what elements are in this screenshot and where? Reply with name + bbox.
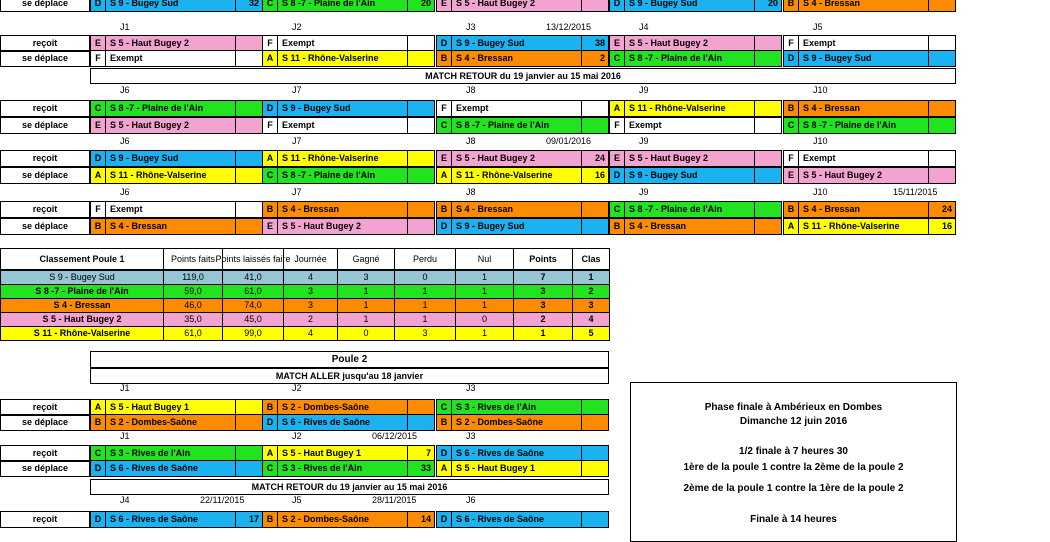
poule2-team-letter: D	[436, 511, 452, 528]
poule1-journee-label: J3	[466, 22, 476, 32]
poule1-journee-label: J7	[292, 85, 302, 95]
poule2-journee-date: 28/11/2015	[372, 495, 417, 505]
ranking-team: S 8 -7 - Plaine de l'Ain	[0, 284, 164, 299]
poule2-team-score	[407, 414, 435, 431]
poule1-team-score	[235, 117, 263, 134]
ranking-pf: 59,0	[163, 284, 223, 299]
poule1-journee-label: J6	[120, 187, 130, 197]
poule2-team-letter: A	[262, 445, 278, 462]
poule1-team-letter: D	[90, 0, 106, 12]
poule1-team-score: 2	[581, 50, 609, 67]
poule1-team-score	[407, 218, 435, 235]
poule2-team-name: S 2 - Dombes-Saône	[105, 414, 236, 431]
ranking-g: 1	[337, 284, 395, 299]
poule1-team-name: Exempt	[451, 100, 582, 117]
ranking-header: Points faits	[163, 248, 223, 270]
poule1-row-label: se déplace	[0, 50, 90, 67]
poule1-team-name: S 9 - Bugey Sud	[105, 150, 236, 167]
poule1-team-letter: D	[436, 35, 452, 52]
poule1-journee-label: J2	[292, 22, 302, 32]
poule1-team-score	[235, 201, 263, 218]
ranking-header: Nul	[455, 248, 514, 270]
poule1-team-score	[754, 117, 782, 134]
poule1-team-name: S 4 - Bressan	[798, 100, 929, 117]
final-time: Finale à 14 heures	[750, 514, 837, 525]
poule1-team-score	[754, 167, 782, 184]
poule1-team-letter: C	[262, 167, 278, 184]
poule1-team-letter: E	[436, 150, 452, 167]
poule1-journee-label: J6	[120, 85, 130, 95]
poule1-team-score	[407, 100, 435, 117]
poule1-team-score	[928, 167, 956, 184]
poule1-team-letter: A	[262, 150, 278, 167]
poule1-team-letter: F	[436, 100, 452, 117]
poule1-journee-date: 13/12/2015	[546, 22, 592, 32]
ranking-pf: 119,0	[163, 270, 223, 285]
poule1-team-score	[235, 150, 263, 167]
poule2-team-name: S 6 - Rives de Saône	[105, 460, 236, 477]
poule1-team-letter: C	[262, 0, 278, 12]
ranking-n: 1	[455, 284, 514, 299]
poule2-journee-label: J1	[120, 431, 130, 441]
ranking-header: Gagné	[337, 248, 395, 270]
ranking-p: 1	[394, 298, 456, 313]
ranking-clas: 1	[572, 270, 610, 285]
poule2-team-name: S 5 - Haut Bugey 1	[451, 460, 582, 477]
poule2-team-score	[581, 511, 609, 528]
poule1-team-name: S 9 - Bugey Sud	[798, 50, 929, 67]
poule2-team-name: S 2 - Dombes-Saône	[277, 511, 408, 528]
poule2-row-label: reçoit	[0, 445, 90, 462]
poule1-team-score	[235, 100, 263, 117]
poule2-team-score: 7	[407, 445, 435, 462]
ranking-j: 3	[283, 298, 338, 313]
poule1-team-score	[754, 50, 782, 67]
poule1-team-letter: F	[609, 117, 625, 134]
poule1-team-score: 20	[407, 0, 435, 12]
poule1-journee-label: J10	[813, 136, 828, 146]
poule2-journee-label: J1	[120, 383, 130, 393]
poule2-team-score: 17	[235, 511, 263, 528]
poule1-row-label: se déplace	[0, 167, 90, 184]
poule2-team-name: S 2 - Dombes-Saône	[277, 399, 408, 416]
poule1-journee-label: J8	[466, 85, 476, 95]
poule1-row-label: reçoit	[0, 201, 90, 218]
poule1-journee-label: J8	[466, 136, 476, 146]
ranking-n: 1	[455, 298, 514, 313]
poule1-team-score	[754, 201, 782, 218]
poule1-team-letter: B	[783, 100, 799, 117]
ranking-header: Perdu	[394, 248, 456, 270]
ranking-clas: 3	[572, 298, 610, 313]
poule1-team-letter: D	[609, 0, 625, 12]
ranking-plf: 41,0	[222, 270, 284, 285]
poule1-team-name: Exempt	[798, 35, 929, 52]
poule1-team-name: S 4 - Bressan	[624, 218, 755, 235]
poule1-team-name: S 5 - Haut Bugey 2	[277, 218, 408, 235]
poule2-row-label: reçoit	[0, 511, 90, 528]
poule1-row-label: reçoit	[0, 100, 90, 117]
poule1-team-score: 20	[754, 0, 782, 12]
poule1-team-name: S 8 -7 - Plaine de l'Ain	[624, 201, 755, 218]
poule2-team-score	[235, 460, 263, 477]
poule1-row-label: reçoit	[0, 150, 90, 167]
poule2-team-name: S 5 - Haut Bugey 1	[105, 399, 236, 416]
poule1-team-letter: B	[783, 0, 799, 12]
poule2-team-score	[581, 460, 609, 477]
poule2-team-score: 14	[407, 511, 435, 528]
poule1-team-letter: C	[609, 50, 625, 67]
poule1-team-name: S 9 - Bugey Sud	[624, 0, 755, 12]
poule1-journee-label: J8	[466, 187, 476, 197]
poule1-team-name: S 11 - Rhône-Valserine	[105, 167, 236, 184]
poule1-row-label: se déplace	[0, 117, 90, 134]
poule1-team-letter: F	[90, 201, 106, 218]
poule2-team-name: S 3 - Rives de l'Ain	[105, 445, 236, 462]
poule1-team-score	[581, 218, 609, 235]
ranking-header: Points	[513, 248, 573, 270]
ranking-n: 0	[455, 312, 514, 327]
poule2-journee-label: J4	[120, 495, 130, 505]
ranking-g: 3	[337, 270, 395, 285]
final-venue: Phase finale à Ambérieux en Dombes	[704, 402, 883, 413]
ranking-p: 3	[394, 326, 456, 341]
poule2-journee-label: J2	[292, 431, 302, 441]
poule1-journee-label: J7	[292, 187, 302, 197]
ranking-j: 2	[283, 312, 338, 327]
poule1-team-score	[407, 150, 435, 167]
poule1-team-score	[581, 100, 609, 117]
poule1-team-name: S 4 - Bressan	[798, 201, 929, 218]
ranking-p: 1	[394, 284, 456, 299]
poule1-team-score	[581, 117, 609, 134]
poule1-team-score: 38	[581, 35, 609, 52]
poule2-row-label: se déplace	[0, 460, 90, 477]
poule1-journee-label: J9	[639, 85, 649, 95]
poule1-team-name: S 8 -7 - Plaine de l'Ain	[451, 117, 582, 134]
poule1-team-letter: A	[262, 50, 278, 67]
poule2-team-name: S 5 - Haut Bugey 1	[277, 445, 408, 462]
poule1-team-score: 24	[928, 201, 956, 218]
poule1-team-score	[928, 117, 956, 134]
poule2-journee-label: J6	[466, 495, 476, 505]
poule2-team-letter: B	[262, 511, 278, 528]
poule1-journee-label: J10	[813, 85, 828, 95]
poule2-match-header: MATCH RETOUR du 19 janvier au 15 mai 2016	[90, 479, 609, 495]
poule1-team-score	[407, 167, 435, 184]
poule1-team-letter: D	[783, 50, 799, 67]
poule1-team-name: S 5 - Haut Bugey 2	[798, 167, 929, 184]
poule1-team-name: Exempt	[277, 117, 408, 134]
ranking-clas: 4	[572, 312, 610, 327]
ranking-header: Journée	[283, 248, 338, 270]
poule2-journee-label: J3	[466, 383, 476, 393]
ranking-header: Classement Poule 1	[0, 248, 164, 270]
poule2-journee-date: 22/11/2015	[200, 495, 245, 505]
poule1-team-name: S 11 - Rhône-Valserine	[277, 150, 408, 167]
ranking-p: 1	[394, 312, 456, 327]
poule1-team-name: S 5 - Haut Bugey 2	[451, 0, 582, 12]
poule1-team-name: S 4 - Bressan	[451, 50, 582, 67]
poule1-team-letter: E	[90, 117, 106, 134]
poule1-journee-label: J7	[292, 136, 302, 146]
poule1-team-letter: C	[609, 201, 625, 218]
poule1-team-name: Exempt	[105, 50, 236, 67]
poule1-team-name: S 5 - Haut Bugey 2	[105, 117, 236, 134]
poule1-team-letter: D	[262, 100, 278, 117]
poule2-team-score	[235, 414, 263, 431]
ranking-pts: 1	[513, 326, 573, 341]
poule1-team-letter: E	[90, 35, 106, 52]
poule1-team-letter: F	[262, 117, 278, 134]
poule1-team-name: S 5 - Haut Bugey 2	[624, 35, 755, 52]
ranking-g: 1	[337, 298, 395, 313]
poule2-team-name: S 6 - Rives de Saône	[105, 511, 236, 528]
poule1-team-letter: E	[783, 167, 799, 184]
ranking-header: Clas	[572, 248, 610, 270]
poule1-team-score	[407, 201, 435, 218]
poule1-team-score	[928, 50, 956, 67]
poule1-row-label: reçoit	[0, 35, 90, 52]
poule1-team-letter: D	[436, 218, 452, 235]
poule2-team-name: S 3 - Rives de l'Ain	[277, 460, 408, 477]
ranking-header: Points laissés faire	[222, 248, 284, 270]
poule1-team-letter: D	[609, 167, 625, 184]
poule1-team-score: 24	[581, 150, 609, 167]
poule1-team-name: S 11 - Rhône-Valserine	[277, 50, 408, 67]
poule1-team-letter: D	[90, 150, 106, 167]
poule2-team-letter: D	[90, 460, 106, 477]
ranking-pts: 7	[513, 270, 573, 285]
ranking-team: S 5 - Haut Bugey 2	[0, 312, 164, 327]
poule1-team-name: Exempt	[798, 150, 929, 167]
poule2-team-letter: C	[262, 460, 278, 477]
poule2-team-name: S 2 - Dombes-Saône	[451, 414, 582, 431]
poule1-team-letter: C	[90, 100, 106, 117]
poule2-team-letter: C	[436, 399, 452, 416]
poule1-team-score	[407, 50, 435, 67]
poule1-team-letter: A	[609, 100, 625, 117]
ranking-j: 3	[283, 284, 338, 299]
poule1-team-score	[581, 201, 609, 218]
final-phase-box	[630, 382, 957, 542]
poule2-team-name: S 3 - Rives de l'Ain	[451, 399, 582, 416]
poule2-team-name: S 6 - Rives de Saône	[451, 511, 582, 528]
poule1-journee-label: J5	[813, 22, 823, 32]
poule1-team-name: S 9 - Bugey Sud	[105, 0, 236, 12]
poule1-team-name: S 8 -7 - Plaine de l'Ain	[624, 50, 755, 67]
poule1-match-header: MATCH RETOUR du 19 janvier au 15 mai 2016	[90, 68, 956, 84]
poule1-team-score	[235, 50, 263, 67]
poule1-team-letter: A	[436, 167, 452, 184]
poule1-team-letter: B	[436, 201, 452, 218]
poule1-team-letter: F	[783, 35, 799, 52]
semifinal-match-2: 2ème de la poule 1 contre la 1ère de la poule 2	[683, 483, 904, 494]
ranking-team: S 4 - Bressan	[0, 298, 164, 313]
ranking-pts: 3	[513, 298, 573, 313]
poule1-team-letter: C	[783, 117, 799, 134]
poule1-team-letter: B	[262, 201, 278, 218]
ranking-plf: 99,0	[222, 326, 284, 341]
poule2-journee-label: J2	[292, 383, 302, 393]
poule1-team-name: S 5 - Haut Bugey 2	[624, 150, 755, 167]
poule2-aller-header: MATCH ALLER jusqu'au 18 janvier	[90, 368, 609, 384]
poule2-team-letter: D	[90, 511, 106, 528]
poule2-journee-date: 06/12/2015	[372, 431, 418, 441]
poule1-team-score	[407, 117, 435, 134]
ranking-n: 1	[455, 326, 514, 341]
poule2-row-label: reçoit	[0, 399, 90, 416]
poule1-team-letter: B	[90, 218, 106, 235]
poule1-team-name: Exempt	[105, 201, 236, 218]
poule2-team-score	[581, 414, 609, 431]
poule1-team-score: 16	[581, 167, 609, 184]
poule2-team-letter: D	[436, 445, 452, 462]
ranking-n: 1	[455, 270, 514, 285]
poule1-team-name: S 11 - Rhône-Valserine	[798, 218, 929, 235]
poule1-team-name: S 9 - Bugey Sud	[624, 167, 755, 184]
poule1-journee-date: 15/11/2015	[893, 187, 938, 197]
poule1-team-letter: B	[609, 218, 625, 235]
ranking-clas: 5	[572, 326, 610, 341]
poule1-team-score	[581, 0, 609, 12]
poule2-team-letter: A	[90, 399, 106, 416]
ranking-j: 4	[283, 270, 338, 285]
poule2-team-letter: B	[262, 399, 278, 416]
semifinal-match-1: 1ère de la poule 1 contre la 2ème de la poule 2	[683, 462, 904, 473]
poule1-team-name: S 8 -7 - Plaine de l'Ain	[277, 0, 408, 12]
poule1-team-letter: E	[609, 150, 625, 167]
semifinal-time: 1/2 finale à 7 heures 30	[739, 446, 848, 457]
poule1-team-score: 32	[235, 0, 263, 12]
poule1-team-letter: F	[262, 35, 278, 52]
poule1-team-letter: E	[436, 0, 452, 12]
ranking-plf: 74,0	[222, 298, 284, 313]
poule2-team-letter: B	[90, 414, 106, 431]
poule1-team-name: S 4 - Bressan	[798, 0, 929, 12]
poule2-journee-label: J5	[292, 495, 302, 505]
poule1-team-name: S 9 - Bugey Sud	[451, 35, 582, 52]
poule1-team-name: S 9 - Bugey Sud	[277, 100, 408, 117]
poule2-team-letter: D	[262, 414, 278, 431]
poule2-team-letter: B	[436, 414, 452, 431]
poule1-team-letter: C	[436, 117, 452, 134]
poule1-team-name: Exempt	[624, 117, 755, 134]
poule1-team-score	[928, 150, 956, 167]
poule1-journee-label: J9	[639, 187, 649, 197]
poule1-team-name: S 4 - Bressan	[105, 218, 236, 235]
poule1-journee-label: J9	[639, 136, 649, 146]
poule1-team-name: S 4 - Bressan	[451, 201, 582, 218]
ranking-team: S 9 - Bugey Sud	[0, 270, 164, 285]
ranking-plf: 61,0	[222, 284, 284, 299]
poule1-team-name: S 8 -7 - Plaine de l'Ain	[105, 100, 236, 117]
poule1-team-score	[928, 100, 956, 117]
poule1-team-letter: B	[436, 50, 452, 67]
poule1-team-name: S 5 - Haut Bugey 2	[105, 35, 236, 52]
poule1-team-name: S 11 - Rhône-Valserine	[451, 167, 582, 184]
poule1-row-label: se déplace	[0, 0, 90, 12]
poule1-team-name: S 8 -7 - Plaine de l'Ain	[798, 117, 929, 134]
ranking-team: S 11 - Rhône-Valserine	[0, 326, 164, 341]
poule1-team-letter: E	[609, 35, 625, 52]
ranking-pf: 35,0	[163, 312, 223, 327]
ranking-clas: 2	[572, 284, 610, 299]
poule1-team-letter: E	[262, 218, 278, 235]
poule1-team-score	[754, 150, 782, 167]
poule2-team-name: S 6 - Rives de Saône	[277, 414, 408, 431]
poule1-journee-label: J6	[120, 136, 130, 146]
poule2-team-letter: C	[90, 445, 106, 462]
poule1-journee-date: 09/01/2016	[546, 136, 592, 146]
poule1-team-name: S 4 - Bressan	[277, 201, 408, 218]
ranking-g: 1	[337, 312, 395, 327]
poule1-team-letter: B	[783, 201, 799, 218]
poule2-journee-label: J3	[466, 431, 476, 441]
poule1-team-name: S 9 - Bugey Sud	[451, 218, 582, 235]
poule1-journee-label: J10	[813, 187, 828, 197]
ranking-pf: 46,0	[163, 298, 223, 313]
poule1-team-letter: A	[90, 167, 106, 184]
ranking-j: 4	[283, 326, 338, 341]
ranking-plf: 45,0	[222, 312, 284, 327]
poule1-team-score	[754, 218, 782, 235]
poule1-team-score	[235, 167, 263, 184]
poule2-row-label: se déplace	[0, 414, 90, 431]
poule1-team-letter: F	[90, 50, 106, 67]
poule1-journee-label: J1	[120, 22, 130, 32]
poule2-team-letter: A	[436, 460, 452, 477]
poule1-team-letter: A	[783, 218, 799, 235]
final-date: Dimanche 12 juin 2016	[739, 416, 848, 427]
poule2-team-name: S 6 - Rives de Saône	[451, 445, 582, 462]
poule1-team-name: S 11 - Rhône-Valserine	[624, 100, 755, 117]
ranking-p: 0	[394, 270, 456, 285]
ranking-pts: 3	[513, 284, 573, 299]
poule1-team-name: S 5 - Haut Bugey 2	[451, 150, 582, 167]
ranking-pts: 2	[513, 312, 573, 327]
poule1-team-score	[754, 100, 782, 117]
ranking-g: 0	[337, 326, 395, 341]
poule1-team-name: Exempt	[277, 35, 408, 52]
ranking-pf: 61,0	[163, 326, 223, 341]
poule1-team-score: 16	[928, 218, 956, 235]
poule1-team-name: S 8 -7 - Plaine de l'Ain	[277, 167, 408, 184]
poule1-team-score	[235, 218, 263, 235]
poule2-team-score: 33	[407, 460, 435, 477]
poule1-journee-label: J4	[639, 22, 649, 32]
poule1-team-score	[928, 0, 956, 12]
poule1-team-letter: F	[783, 150, 799, 167]
poule1-row-label: se déplace	[0, 218, 90, 235]
poule2-title: Poule 2	[90, 351, 609, 368]
